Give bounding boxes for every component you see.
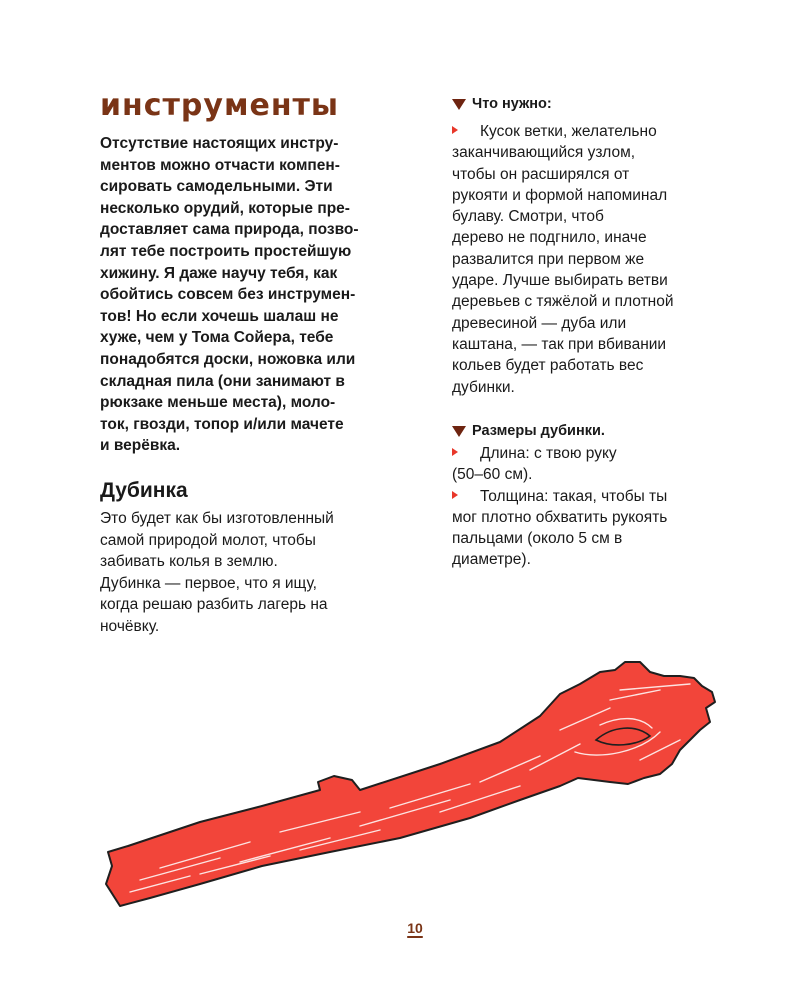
intro-line: несколько орудий, которые пре- — [100, 199, 350, 217]
needs-line: рукояти и формой напоминал — [452, 186, 668, 204]
intro-line: рюкзаке меньше места), моло- — [100, 394, 336, 412]
intro-line: хуже, чем у Тома Сойера, тебе — [100, 329, 334, 347]
club-body — [106, 662, 715, 906]
intro-line: понадобятся доски, ножовка или — [100, 350, 356, 368]
page-number: 10 — [407, 920, 423, 936]
intro-line: ток, гвозди, топор и/или мачете — [100, 415, 344, 433]
needs-line: чтобы он расширялся от — [452, 165, 630, 183]
needs-line: заканчивающийся узлом, — [452, 144, 636, 162]
needs-line: ударе. Лучше выбирать ветви — [452, 272, 668, 290]
needs-title-text: Что нужно: — [472, 96, 552, 112]
needs-line: деревьев с тяжёлой и плотной — [452, 293, 674, 311]
intro-line: лят тебе построить простейшую — [100, 242, 352, 260]
sizes-line: мог плотно обхватить рукоять — [452, 508, 668, 526]
intro-line: обойтись совсем без инструмен- — [100, 286, 356, 304]
intro-line: ментов можно отчасти компен- — [100, 156, 340, 174]
sizes-line-text: Толщина: такая, чтобы ты — [480, 487, 668, 505]
intro-line: сировать самодельными. Эти — [100, 178, 333, 196]
needs-line-text: Кусок ветки, желательно — [480, 123, 657, 140]
intro-line: доставляет сама природа, позво- — [100, 221, 359, 239]
needs-line: каштана, — так при вбивании — [452, 335, 667, 353]
club-section-title: Дубинка — [100, 479, 188, 502]
needs-line: булаву. Смотри, чтоб — [452, 208, 604, 226]
intro-line: и верёвка. — [100, 437, 181, 455]
club-text-line: самой природой молот, чтобы — [100, 531, 316, 549]
club-text-line: ночёвку. — [100, 617, 160, 635]
sizes-line: диаметре). — [452, 551, 531, 569]
club-text-line: Это будет как бы изготовленный — [100, 510, 334, 527]
needs-line: кольев будет работать вес — [452, 357, 644, 375]
sizes-line: пальцами (около 5 см в — [452, 530, 623, 548]
page-title: инструменты — [100, 88, 340, 123]
needs-line: древесиной — дуба или — [452, 314, 627, 332]
intro-line: складная пила (они занимают в — [100, 372, 345, 390]
intro-line: хижину. Я даже научу тебя, как — [100, 264, 338, 282]
club-text-line: забивать колья в землю. — [100, 553, 278, 570]
sizes-line: (50–60 см). — [452, 466, 533, 484]
club-text-line: Дубинка — первое, что я ищу, — [100, 574, 317, 592]
sizes-title-text: Размеры дубинки. — [472, 423, 605, 439]
club-text-line: когда решаю разбить лагерь на — [100, 596, 328, 613]
needs-line: дерево не подгнило, иначе — [452, 229, 647, 247]
sizes-line-text: Длина: с твою руку — [480, 445, 617, 462]
intro-line: Отсутствие настоящих инстру- — [100, 135, 339, 152]
needs-line: развалится при первом же — [452, 250, 645, 268]
intro-line: тов! Но если хочешь шалаш не — [100, 307, 339, 325]
needs-line: дубинки. — [452, 378, 515, 396]
